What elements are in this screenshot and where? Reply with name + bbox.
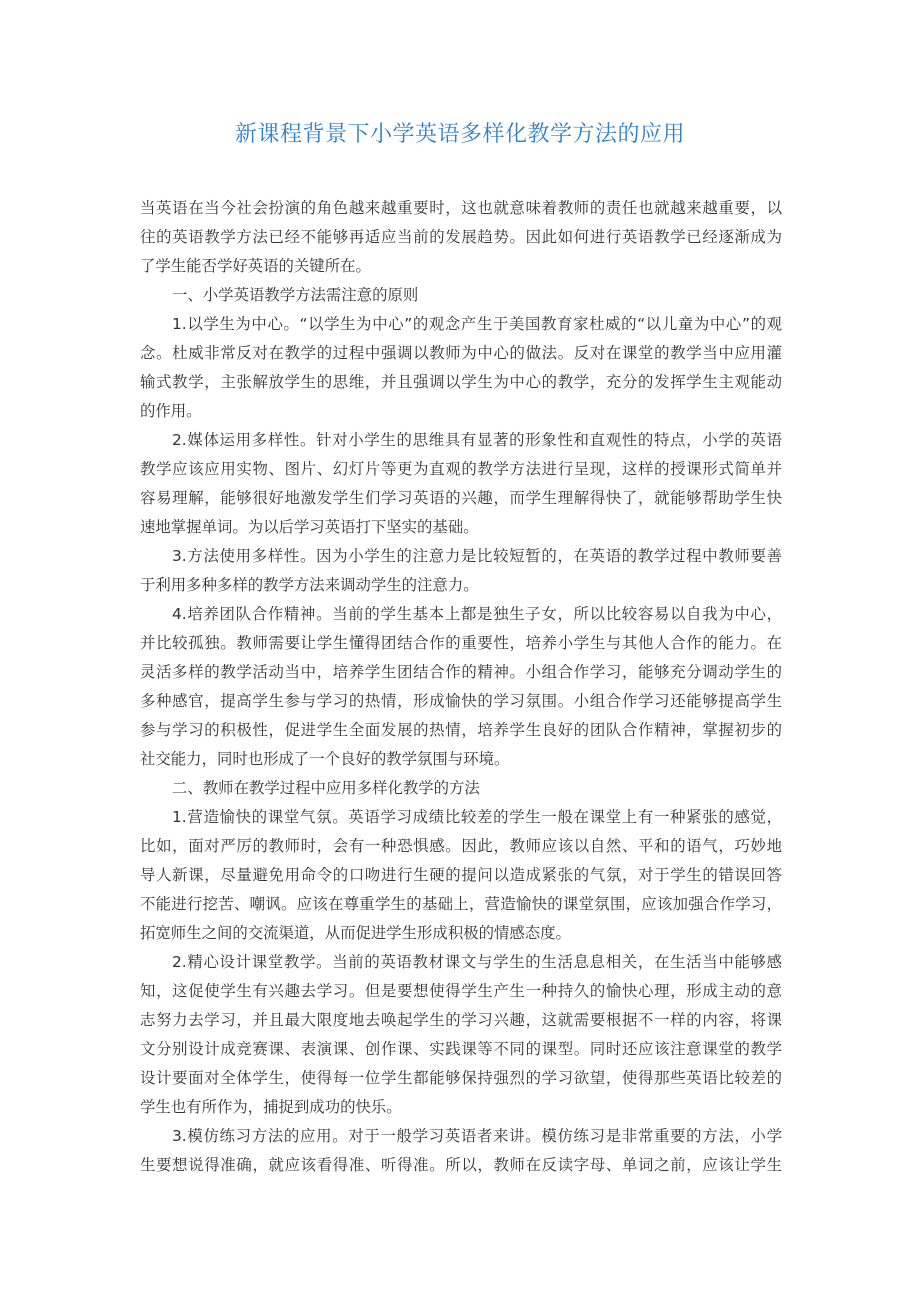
text-line: 的作用。 [140, 402, 202, 420]
text-line: 参与学习的积极性，促进学生全面发展的热情，培养学生良好的团队合作精神，掌握初步的 [140, 721, 782, 739]
text-line: 灵活多样的教学活动当中，培养学生团结合作的精神。小组合作学习，能够充分调动学生的 [140, 663, 782, 681]
text-line: 设计要面对全体学生，使得每一位学生都能够保持强烈的学习欲望，使得那些英语比较差的 [140, 1069, 782, 1087]
text-line: 多种感官，提高学生参与学习的热情，形成愉快的学习氛围。小组合作学习还能够提高学生 [140, 692, 782, 710]
text-line: 容易理解，能够很好地激发学生们学习英语的兴趣，而学生理解得快了，就能够帮助学生快 [140, 489, 782, 507]
document-body [140, 194, 782, 1180]
text-line: 1.以学生为中心。“以学生为中心”的观念产生于美国教育家杜威的“以儿童为中心”的观 [172, 315, 782, 333]
text-line: 志努力去学习，并且最大限度地去唤起学生的学习兴趣，这就需要根据不一样的内容，将课 [140, 1011, 782, 1029]
paragraph [140, 1122, 782, 1180]
text-line: 教学应该应用实物、图片、幻灯片等更为直观的教学方法进行呈现，这样的授课形式简单并 [140, 460, 782, 478]
paragraph [140, 310, 782, 426]
text-line: 3.方法使用多样性。因为小学生的注意力是比较短暂的，在英语的教学过程中教师要善 [172, 547, 782, 565]
text-line: 比如，面对严厉的教师时，会有一种恐惧感。因此，教师应该以自然、平和的语气，巧妙地 [140, 837, 782, 855]
text-line: 于利用多种多样的教学方法来调动学生的注意力。 [140, 576, 479, 594]
text-line: 并比较孤独。教师需要让学生懂得团结合作的重要性，培养小学生与其他人合作的能力。在 [140, 634, 782, 652]
text-line: 4.培养团队合作精神。当前的学生基本上都是独生子女，所以比较容易以自我为中心， [172, 605, 782, 623]
paragraph [140, 194, 782, 281]
text-line: 二、教师在教学过程中应用多样化教学的方法 [172, 779, 480, 797]
text-line: 拓宽师生之间的交流渠道，从而促进学生形成积极的情感态度。 [140, 924, 571, 942]
text-line: 了学生能否学好英语的关键所在。 [140, 257, 371, 275]
text-line: 知，这促使学生有兴趣去学习。但是要想使得学生产生一种持久的愉快心理，形成主动的意 [140, 982, 782, 1000]
section-heading [140, 281, 782, 310]
text-line: 速地掌握单词。为以后学习英语打下坚实的基础。 [140, 518, 479, 536]
text-line: 导人新课，尽量避免用命令的口吻进行生硬的提问以造成紧张的气氛，对于学生的错误回答 [140, 866, 782, 884]
paragraph [140, 948, 782, 1122]
text-line: 社交能力，同时也形成了一个良好的教学氛围与环境。 [140, 750, 510, 768]
text-line: 文分别设计成竞赛课、表演课、创作课、实践课等不同的课型。同时还应该注意课堂的教学 [140, 1040, 782, 1058]
paragraph [140, 426, 782, 542]
text-line: 学生也有所作为，捕捉到成功的快乐。 [140, 1098, 402, 1116]
text-line: 3.模仿练习方法的应用。对于一般学习英语者来讲。模仿练习是非常重要的方法，小学 [172, 1127, 782, 1145]
text-line: 2.媒体运用多样性。针对小学生的思维具有显著的形象性和直观性的特点，小学的英语 [172, 431, 782, 449]
text-line: 念。杜威非常反对在教学的过程中强调以教师为中心的做法。反对在课堂的教学当中应用灌 [140, 344, 782, 362]
text-line: 不能进行挖苦、嘲讽。应该在尊重学生的基础上，营造愉快的课堂氛围，应该加强合作学习， [140, 895, 782, 913]
paragraph [140, 803, 782, 948]
text-line: 1.营造愉快的课堂气氛。英语学习成绩比较差的学生一般在课堂上有一种紧张的感觉， [172, 808, 782, 826]
text-line: 往的英语教学方法已经不能够再适应当前的发展趋势。因此如何进行英语教学已经逐渐成为 [140, 228, 782, 246]
paragraph [140, 600, 782, 774]
document-title: 新课程背景下小学英语多样化教学方法的应用 [234, 122, 685, 147]
text-line: 一、小学英语教学方法需注意的原则 [172, 286, 419, 304]
paragraph [140, 542, 782, 600]
text-line: 输式教学，主张解放学生的思维，并且强调以学生为中心的教学，充分的发挥学生主观能动 [140, 373, 782, 391]
section-heading [140, 774, 782, 803]
text-line: 生要想说得准确，就应该看得准、听得准。所以，教师在反读字母、单词之前，应该让学生 [140, 1156, 782, 1174]
text-line: 2.精心设计课堂教学。当前的英语教材课文与学生的生活息息相关，在生活当中能够感 [172, 953, 782, 971]
text-line: 当英语在当今社会扮演的角色越来越重要时，这也就意味着教师的责任也就越来越重要，以 [140, 199, 782, 217]
